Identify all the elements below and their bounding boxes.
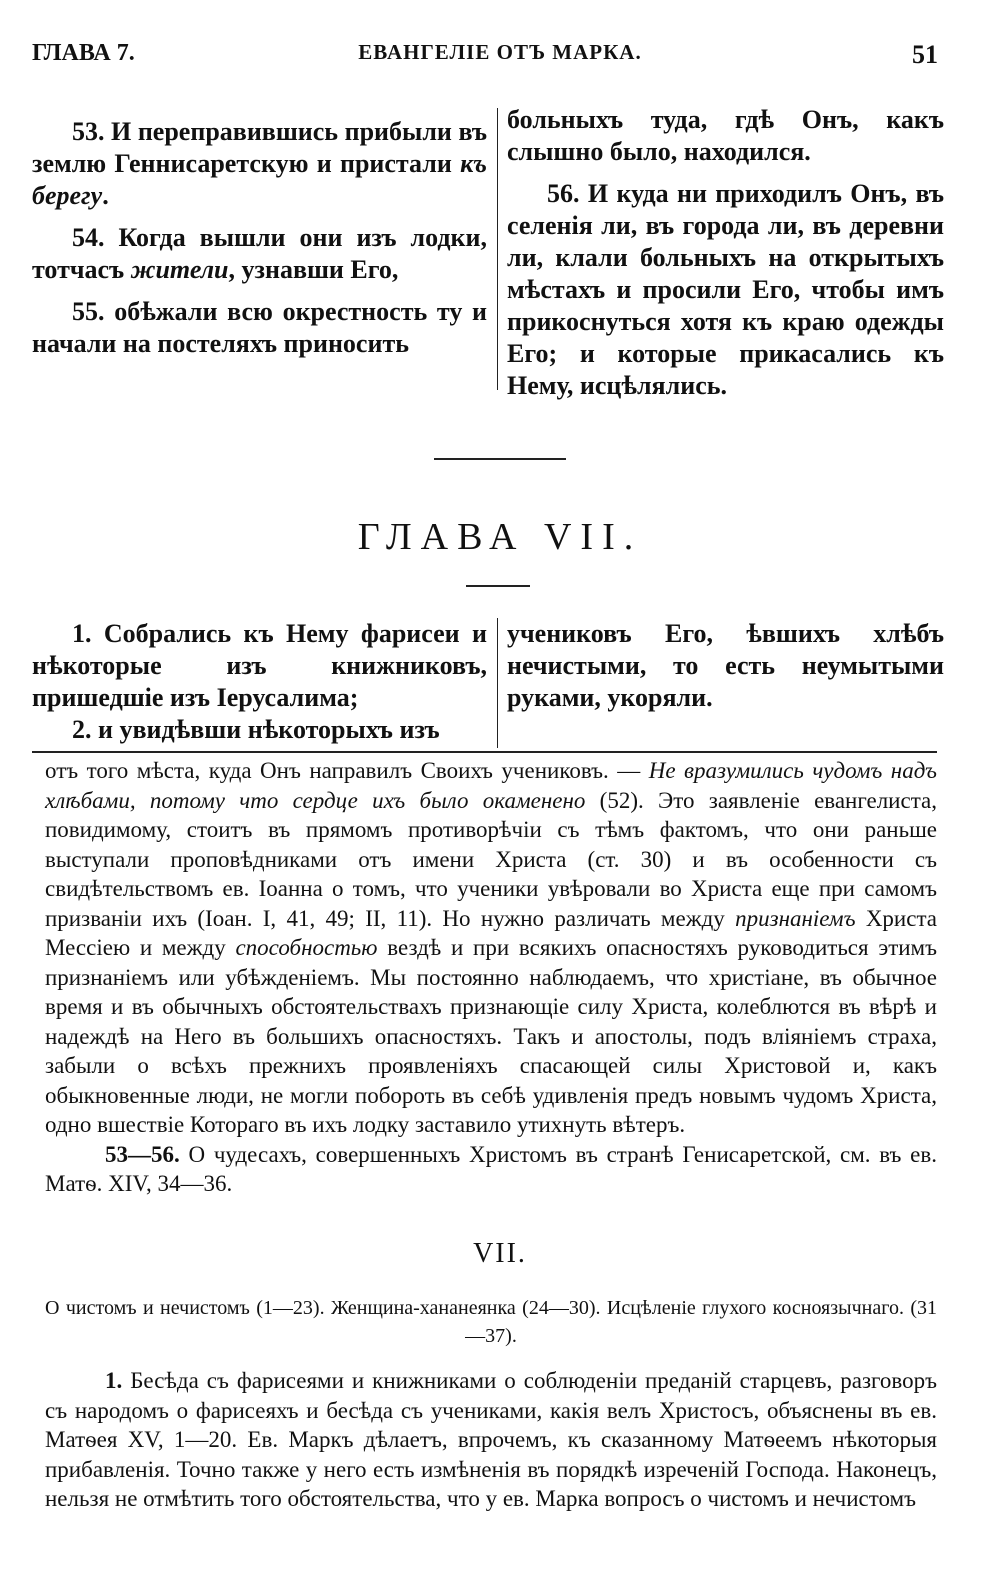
page-number: 51: [912, 40, 938, 69]
verse-54: [32, 222, 487, 286]
running-header-chapter: ГЛАВА 7.: [32, 40, 135, 66]
verse-55-continuation: больныхъ туда, гдѣ Онъ, какъ слышно было, находился.: [507, 105, 944, 166]
commentary-italic: Не вразумились чудомъ надъ хлѣбами, потому что сердце ихъ было окаменено: [45, 758, 937, 813]
verse-number: 55.: [72, 297, 105, 326]
commentary-text: (52). Это заявленіе евангелиста, повидимому, стоитъ въ прямомъ противорѣчіи съ тѣмъ фактомъ, что они раньше выступали проповѣдниками отъ имени Христа (ст. 30) и въ особенности съ свидѣтельствомъ ев. Іоанна о томъ, что ученики увѣровали во Христа еще при самомъ призваніи ихъ (Іоан. I, 41, 49; II, 11). Но нужно различать между: [45, 787, 937, 931]
chapter-title: ГЛАВА VII.: [357, 516, 643, 558]
verse-number: 2.: [72, 715, 92, 744]
commentary-paragraph: [45, 1140, 937, 1199]
commentary-text: Христа Мессіею и между: [45, 905, 937, 960]
commentary-italic: способностью: [235, 935, 378, 960]
verse-number: 56.: [547, 179, 580, 208]
chapter-summary: О чистомъ и нечистомъ (1—23). Женщина-хананеянка (24—30). Исцѣленіе глухого косноязычнаго. (31—37).: [45, 1297, 937, 1347]
verse-number: 54.: [72, 223, 105, 252]
verse-number: 1.: [105, 1368, 123, 1393]
commentary-block: [45, 756, 937, 1199]
commentary-divider: [32, 751, 937, 753]
commentary-text: вездѣ и при всякихъ опасностяхъ руководиться этимъ признаніемъ или убѣжденіемъ. Мы постоянно наблюдаемъ, что христіане, въ обычное время и въ обычныхъ обстоятельствахъ признающіе силу Христа, колеблются въ вѣрѣ и надеждѣ на Него въ большихъ опасностяхъ. Такъ и апостолы, подъ вліяніемъ страха, забыли о всѣхъ прежнихъ проявленіяхъ спасающей силы Христовой и, какъ обыкновенные люди, не могли побороть въ себѣ удивленія предъ новымъ чудомъ Христа, одно вшествіе Котораго въ ихъ лодку заставило утихнуть вѣтеръ.: [45, 935, 937, 1137]
verse-55: [32, 296, 487, 360]
verses-top-left-column: [32, 116, 487, 360]
column-divider: [497, 618, 498, 748]
verse-italic: жители: [130, 255, 229, 284]
verse-text: И куда ни приходилъ Онъ, въ селенія ли, въ города ли, въ деревни ли, клали больныхъ на открытыхъ мѣстахъ и просили Его, чтобы имъ прикоснуться хотя къ краю одежды Его; и которые прикасались къ Нему, исцѣлялись.: [507, 179, 944, 400]
verse-1: [32, 618, 487, 714]
verses-top-right-column: [507, 104, 944, 402]
verse-text: обѣжали всю окрестность ту и начали на постеляхъ приносить: [32, 297, 488, 358]
verse-text: Собрались къ Нему фарисеи и нѣкоторые изъ книжниковъ, пришедшіе изъ Іерусалима;: [32, 619, 487, 712]
column-divider: [497, 108, 498, 390]
verse-text: И переправившись прибыли въ землю Геннисаретскую и пристали: [32, 117, 487, 178]
commentary-text: Бесѣда съ фарисеями и книжниками о соблюденіи преданій старцевъ, разговоръ съ народомъ о фарисеяхъ и бесѣда съ учениками, какія велъ Христосъ, объяснены въ ев. Матѳея XV, 1—20. Ев. Маркъ дѣлаетъ, впрочемъ, къ сказанному Матѳеемъ нѣкоторыя прибавленія. Точно также у него есть измѣненія въ порядкѣ изреченій Господа. Наконецъ, нельзя не отмѣтить того обстоятельства, что у ев. Марка вопросъ о чистомъ и нечистомъ: [45, 1368, 937, 1511]
verse-text: Когда вышли они изъ лодки, тотчасъ: [32, 223, 488, 284]
verse-range: 53—56.: [105, 1141, 180, 1167]
section-title: VII.: [473, 1238, 527, 1269]
separator-rule: [434, 458, 566, 460]
commentary-italic: признаніемъ: [735, 905, 856, 931]
verse-2-continuation: учениковъ Его, ѣвшихъ хлѣбъ нечистыми, то есть неумытыми руками, укоряли.: [507, 619, 944, 712]
commentary-paragraph: [45, 1366, 937, 1514]
verse-text: и увидѣвши нѣкоторыхъ изъ: [98, 715, 440, 744]
commentary-paragraph: [45, 756, 937, 1140]
verse-56: [507, 178, 944, 402]
verses-ch7-left-column: [32, 618, 487, 746]
verse-italic: къ берегу: [32, 149, 487, 210]
commentary-text: отъ того мѣста, куда Онъ направилъ Своихъ учениковъ. —: [45, 758, 649, 783]
verse-number: 1.: [72, 619, 92, 648]
separator-rule-short: [466, 585, 530, 587]
verse-text-end: .: [102, 181, 109, 210]
verses-ch7-right-column: [507, 618, 944, 714]
verse-text-end: , узнавши Его,: [228, 255, 399, 284]
commentary-block-2: [45, 1366, 937, 1514]
verse-53: [32, 116, 487, 212]
commentary-text: О чудесахъ, совершенныхъ Христомъ въ странѣ Генисаретской, см. въ ев. Матѳ. XIV, 34—36.: [45, 1141, 937, 1196]
verse-number: 53.: [72, 117, 105, 146]
verse-2: [32, 714, 487, 746]
running-header-title: ЕВАНГЕЛІЕ ОТЪ МАРКА.: [358, 40, 642, 64]
